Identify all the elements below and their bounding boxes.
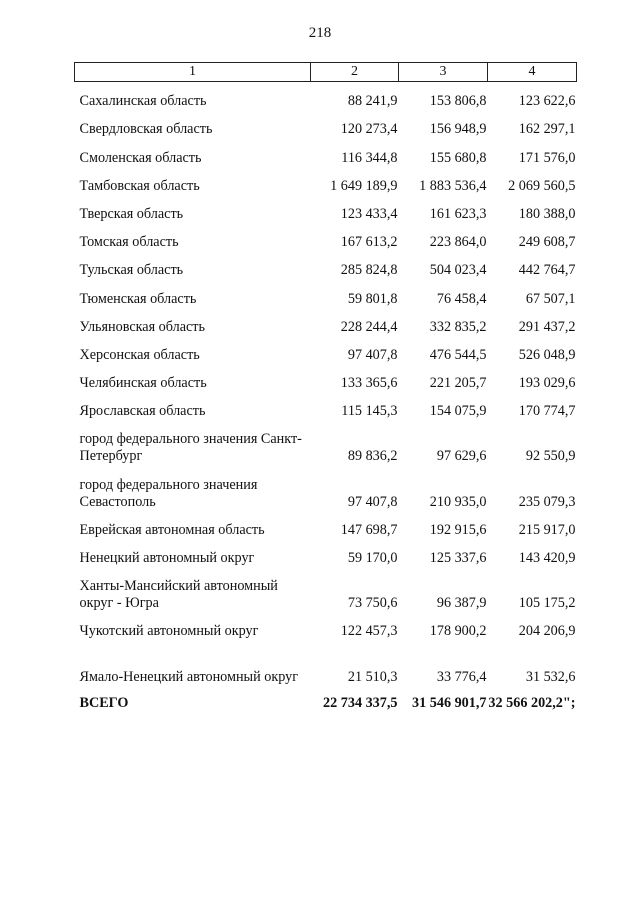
header-row — [75, 63, 577, 82]
value-col-2: 116 344,8 — [341, 149, 398, 166]
header-col-3: 3 — [399, 63, 488, 82]
value-col-4: 143 420,9 — [518, 550, 576, 566]
table-row — [75, 364, 577, 392]
table-row — [75, 420, 577, 465]
value-col-2: 73 750,6 — [347, 595, 398, 612]
region-name: Еврейская автономная область — [79, 521, 265, 538]
table-row — [75, 539, 577, 567]
value-col-2: 1 649 189,9 — [330, 177, 398, 194]
region-name: Смоленская область — [79, 149, 202, 166]
total-col-2: 22 734 337,5 — [323, 694, 398, 711]
value-col-3: 221 205,7 — [429, 375, 487, 392]
table-row — [75, 640, 577, 685]
value-col-4: 442 764,7 — [518, 262, 576, 279]
region-name: Херсонская область — [79, 346, 200, 363]
value-col-3: 125 337,6 — [429, 550, 487, 566]
table-row — [75, 82, 577, 111]
value-col-3: 154 075,9 — [429, 403, 487, 420]
total-col-3: 31 546 901,7 — [412, 694, 487, 711]
value-col-2: 147 698,7 — [340, 521, 398, 538]
value-col-3: 153 806,8 — [429, 93, 487, 110]
header-col-1: 1 — [75, 63, 311, 82]
region-name: Ярославская область — [79, 403, 206, 420]
value-col-2: 89 836,2 — [347, 448, 398, 465]
table-row — [75, 195, 577, 223]
header-col-2: 2 — [311, 63, 399, 82]
value-col-2: 59 170,0 — [347, 550, 398, 566]
value-col-4: 249 608,7 — [518, 234, 576, 251]
value-col-4: 235 079,3 — [518, 493, 576, 510]
value-col-3: 1 883 536,4 — [419, 177, 487, 194]
value-col-3: 97 629,6 — [436, 448, 487, 465]
value-col-4: 215 917,0 — [518, 521, 576, 538]
value-col-2: 122 457,3 — [340, 623, 398, 640]
table-row — [75, 567, 577, 612]
table-row — [75, 138, 577, 166]
value-col-3: 96 387,9 — [436, 595, 487, 612]
table-row — [75, 251, 577, 279]
value-col-3: 210 935,0 — [429, 493, 487, 510]
value-col-2: 97 407,8 — [347, 493, 398, 510]
value-col-4: 180 388,0 — [518, 205, 576, 222]
total-row — [75, 686, 577, 712]
region-name: город федерального значения Санкт-Петербург — [79, 431, 302, 465]
value-col-3: 33 776,4 — [436, 668, 487, 685]
value-col-2: 167 613,2 — [340, 234, 398, 251]
value-col-3: 178 900,2 — [429, 623, 487, 640]
table-row — [75, 511, 577, 539]
region-name: Тюменская область — [79, 290, 197, 307]
value-col-3: 223 864,0 — [429, 234, 487, 251]
value-col-4: 291 437,2 — [518, 318, 576, 335]
region-name: Тульская область — [79, 262, 184, 279]
region-name: Сахалинская область — [79, 93, 207, 110]
value-col-4: 204 206,9 — [518, 623, 576, 640]
value-col-3: 161 623,3 — [429, 205, 487, 222]
value-col-3: 155 680,8 — [429, 149, 487, 166]
header-col-4: 4 — [488, 63, 577, 82]
total-label: ВСЕГО — [79, 694, 129, 711]
value-col-4: 526 048,9 — [518, 346, 576, 363]
value-col-2: 285 824,8 — [340, 262, 398, 279]
table-row — [75, 336, 577, 364]
region-name: Ненецкий автономный округ — [79, 550, 255, 566]
region-name: Томская область — [79, 234, 179, 251]
value-col-4: 162 297,1 — [518, 121, 576, 138]
value-col-2: 21 510,3 — [347, 668, 398, 685]
table-row — [75, 465, 577, 510]
page-number: 218 — [308, 25, 332, 41]
data-table — [74, 62, 577, 712]
table-row — [75, 223, 577, 251]
value-col-4: 171 576,0 — [518, 149, 576, 166]
value-col-4: 105 175,2 — [518, 595, 576, 612]
value-col-2: 228 244,4 — [340, 318, 398, 335]
value-col-2: 123 433,4 — [340, 205, 398, 222]
value-col-3: 476 544,5 — [429, 346, 487, 363]
table-row — [75, 110, 577, 138]
table-row — [75, 612, 577, 640]
region-name: Тверская область — [79, 205, 184, 222]
table-row — [75, 308, 577, 336]
value-col-2: 115 145,3 — [341, 403, 398, 420]
value-col-2: 97 407,8 — [347, 346, 398, 363]
region-name: Ульяновская область — [79, 318, 205, 335]
value-col-2: 88 241,9 — [347, 93, 398, 110]
value-col-3: 192 915,6 — [429, 521, 487, 538]
value-col-4: 92 550,9 — [525, 448, 576, 465]
region-name: Ямало-Ненецкий автономный округ — [79, 668, 299, 685]
total-col-4: 32 566 202,2"; — [488, 694, 576, 711]
table-row — [75, 279, 577, 307]
region-name: Ханты-Мансийский автономный округ - Югра — [79, 578, 278, 612]
value-col-2: 59 801,8 — [347, 290, 398, 307]
value-col-4: 31 532,6 — [525, 668, 576, 685]
value-col-2: 133 365,6 — [340, 375, 398, 392]
value-col-4: 170 774,7 — [518, 403, 576, 420]
value-col-3: 76 458,4 — [436, 290, 487, 307]
region-name: Тамбовская область — [79, 177, 200, 194]
value-col-2: 120 273,4 — [340, 121, 398, 138]
value-col-4: 123 622,6 — [518, 93, 576, 110]
value-col-3: 156 948,9 — [429, 121, 487, 138]
value-col-3: 332 835,2 — [429, 318, 487, 335]
value-col-4: 193 029,6 — [518, 375, 576, 392]
region-name: Чукотский автономный округ — [79, 623, 259, 640]
table-row — [75, 392, 577, 420]
value-col-4: 2 069 560,5 — [508, 177, 576, 194]
region-name: Свердловская область — [79, 121, 213, 138]
region-name: город федерального значения Севастополь — [79, 476, 258, 510]
value-col-4: 67 507,1 — [525, 290, 576, 307]
value-col-3: 504 023,4 — [429, 262, 487, 279]
table-row — [75, 167, 577, 195]
region-name: Челябинская область — [79, 375, 207, 392]
